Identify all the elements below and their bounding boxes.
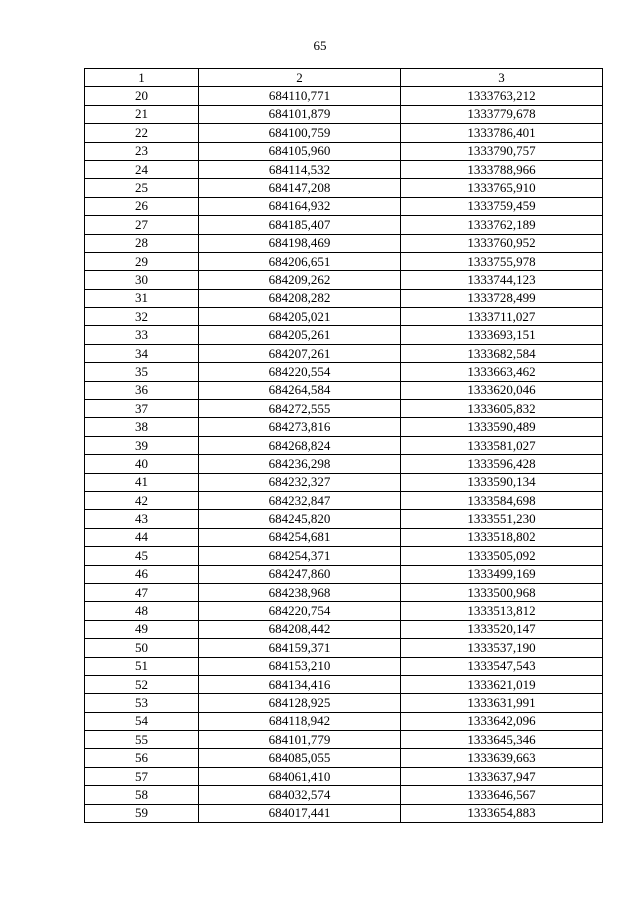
y-coordinate-cell: 1333499,169 [401,565,603,583]
table-row [85,583,603,601]
point-number-cell: 42 [85,491,199,509]
point-number-cell: 51 [85,657,199,675]
x-coordinate-cell: 684100,759 [199,124,401,142]
table-row [85,381,603,399]
x-coordinate-cell: 684208,442 [199,620,401,638]
table-row [85,657,603,675]
y-coordinate-cell: 1333693,151 [401,326,603,344]
x-coordinate-cell: 684164,932 [199,197,401,215]
x-coordinate-cell: 684205,261 [199,326,401,344]
y-coordinate-cell: 1333605,832 [401,400,603,418]
x-coordinate-cell: 684207,261 [199,344,401,362]
table-row [85,234,603,252]
x-coordinate-cell: 684134,416 [199,675,401,693]
table-row [85,400,603,418]
table-row [85,694,603,712]
table-row [85,675,603,693]
point-number-cell: 27 [85,216,199,234]
point-number-cell: 29 [85,252,199,270]
table-row [85,326,603,344]
x-coordinate-cell: 684205,021 [199,308,401,326]
point-number-cell: 56 [85,749,199,767]
table-row [85,602,603,620]
point-number-cell: 40 [85,455,199,473]
x-coordinate-cell: 684232,327 [199,473,401,491]
y-coordinate-cell: 1333762,189 [401,216,603,234]
table-row [85,252,603,270]
x-coordinate-cell: 684147,208 [199,179,401,197]
point-number-cell: 30 [85,271,199,289]
y-coordinate-cell: 1333682,584 [401,344,603,362]
point-number-cell: 22 [85,124,199,142]
x-coordinate-cell: 684159,371 [199,639,401,657]
y-coordinate-cell: 1333551,230 [401,510,603,528]
x-coordinate-cell: 684273,816 [199,418,401,436]
table-row [85,528,603,546]
table-row [85,804,603,822]
y-coordinate-cell: 1333500,968 [401,583,603,601]
table-row [85,271,603,289]
table-row [85,491,603,509]
y-coordinate-cell: 1333760,952 [401,234,603,252]
y-coordinate-cell: 1333590,134 [401,473,603,491]
y-coordinate-cell: 1333596,428 [401,455,603,473]
y-coordinate-cell: 1333779,678 [401,105,603,123]
point-number-cell: 32 [85,308,199,326]
table-row [85,731,603,749]
x-coordinate-cell: 684272,555 [199,400,401,418]
x-coordinate-cell: 684105,960 [199,142,401,160]
table-row [85,547,603,565]
table-row [85,160,603,178]
x-coordinate-cell: 684101,779 [199,731,401,749]
point-number-cell: 52 [85,675,199,693]
x-coordinate-cell: 684232,847 [199,491,401,509]
y-coordinate-cell: 1333763,212 [401,87,603,105]
point-number-cell: 47 [85,583,199,601]
x-coordinate-cell: 684247,860 [199,565,401,583]
point-number-cell: 59 [85,804,199,822]
table-row [85,436,603,454]
point-number-cell: 41 [85,473,199,491]
point-number-cell: 57 [85,767,199,785]
point-number-cell: 37 [85,400,199,418]
y-coordinate-cell: 1333505,092 [401,547,603,565]
x-coordinate-cell: 684209,262 [199,271,401,289]
x-coordinate-cell: 684198,469 [199,234,401,252]
point-number-cell: 25 [85,179,199,197]
point-number-cell: 21 [85,105,199,123]
x-coordinate-cell: 684268,824 [199,436,401,454]
table-row [85,124,603,142]
y-coordinate-cell: 1333520,147 [401,620,603,638]
y-coordinate-cell: 1333654,883 [401,804,603,822]
y-coordinate-cell: 1333711,027 [401,308,603,326]
x-coordinate-cell: 684128,925 [199,694,401,712]
point-number-cell: 54 [85,712,199,730]
y-coordinate-cell: 1333759,459 [401,197,603,215]
y-coordinate-cell: 1333755,978 [401,252,603,270]
point-number-cell: 48 [85,602,199,620]
y-coordinate-cell: 1333728,499 [401,289,603,307]
point-number-cell: 50 [85,639,199,657]
table-row [85,786,603,804]
x-coordinate-cell: 684236,298 [199,455,401,473]
table-row [85,197,603,215]
table-row [85,344,603,362]
x-coordinate-cell: 684238,968 [199,583,401,601]
x-coordinate-cell: 684101,879 [199,105,401,123]
y-coordinate-cell: 1333537,190 [401,639,603,657]
x-coordinate-cell: 684185,407 [199,216,401,234]
table-row [85,142,603,160]
y-coordinate-cell: 1333518,802 [401,528,603,546]
x-coordinate-cell: 684114,532 [199,160,401,178]
point-number-cell: 31 [85,289,199,307]
point-number-cell: 20 [85,87,199,105]
y-coordinate-cell: 1333631,991 [401,694,603,712]
point-number-cell: 39 [85,436,199,454]
y-coordinate-cell: 1333788,966 [401,160,603,178]
x-coordinate-cell: 684118,942 [199,712,401,730]
x-coordinate-cell: 684208,282 [199,289,401,307]
point-number-cell: 46 [85,565,199,583]
table-row [85,455,603,473]
point-number-cell: 35 [85,363,199,381]
y-coordinate-cell: 1333744,123 [401,271,603,289]
y-coordinate-cell: 1333663,462 [401,363,603,381]
table-row [85,620,603,638]
point-number-cell: 43 [85,510,199,528]
table-row [85,749,603,767]
x-coordinate-cell: 684254,681 [199,528,401,546]
y-coordinate-cell: 1333513,812 [401,602,603,620]
x-coordinate-cell: 684017,441 [199,804,401,822]
point-number-cell: 34 [85,344,199,362]
header-col-2: 2 [199,69,401,87]
point-number-cell: 28 [85,234,199,252]
table-row [85,639,603,657]
y-coordinate-cell: 1333581,027 [401,436,603,454]
y-coordinate-cell: 1333621,019 [401,675,603,693]
point-number-cell: 53 [85,694,199,712]
y-coordinate-cell: 1333637,947 [401,767,603,785]
y-coordinate-cell: 1333786,401 [401,124,603,142]
point-number-cell: 24 [85,160,199,178]
point-number-cell: 23 [85,142,199,160]
point-number-cell: 26 [85,197,199,215]
x-coordinate-cell: 684220,554 [199,363,401,381]
y-coordinate-cell: 1333765,910 [401,179,603,197]
x-coordinate-cell: 684061,410 [199,767,401,785]
point-number-cell: 38 [85,418,199,436]
x-coordinate-cell: 684110,771 [199,87,401,105]
x-coordinate-cell: 684264,584 [199,381,401,399]
table-row [85,105,603,123]
table-row [85,289,603,307]
point-number-cell: 45 [85,547,199,565]
y-coordinate-cell: 1333620,046 [401,381,603,399]
y-coordinate-cell: 1333584,698 [401,491,603,509]
header-col-1: 1 [85,69,199,87]
y-coordinate-cell: 1333642,096 [401,712,603,730]
point-number-cell: 36 [85,381,199,399]
table-body [85,87,603,823]
x-coordinate-cell: 684254,371 [199,547,401,565]
point-number-cell: 44 [85,528,199,546]
x-coordinate-cell: 684085,055 [199,749,401,767]
x-coordinate-cell: 684245,820 [199,510,401,528]
table-row [85,308,603,326]
x-coordinate-cell: 684032,574 [199,786,401,804]
table-row [85,418,603,436]
table-row [85,473,603,491]
table-row [85,712,603,730]
y-coordinate-cell: 1333646,567 [401,786,603,804]
table-row [85,216,603,234]
y-coordinate-cell: 1333639,663 [401,749,603,767]
table-row [85,767,603,785]
point-number-cell: 33 [85,326,199,344]
table-row [85,510,603,528]
x-coordinate-cell: 684220,754 [199,602,401,620]
y-coordinate-cell: 1333790,757 [401,142,603,160]
table-row [85,179,603,197]
table-row [85,565,603,583]
x-coordinate-cell: 684206,651 [199,252,401,270]
y-coordinate-cell: 1333645,346 [401,731,603,749]
point-number-cell: 49 [85,620,199,638]
table-header [85,69,603,87]
table-row [85,363,603,381]
point-number-cell: 55 [85,731,199,749]
header-col-3: 3 [401,69,603,87]
y-coordinate-cell: 1333547,543 [401,657,603,675]
coordinates-table [84,68,603,823]
y-coordinate-cell: 1333590,489 [401,418,603,436]
table-row [85,87,603,105]
header-row [85,69,603,87]
point-number-cell: 58 [85,786,199,804]
page-number: 65 [313,38,327,53]
x-coordinate-cell: 684153,210 [199,657,401,675]
